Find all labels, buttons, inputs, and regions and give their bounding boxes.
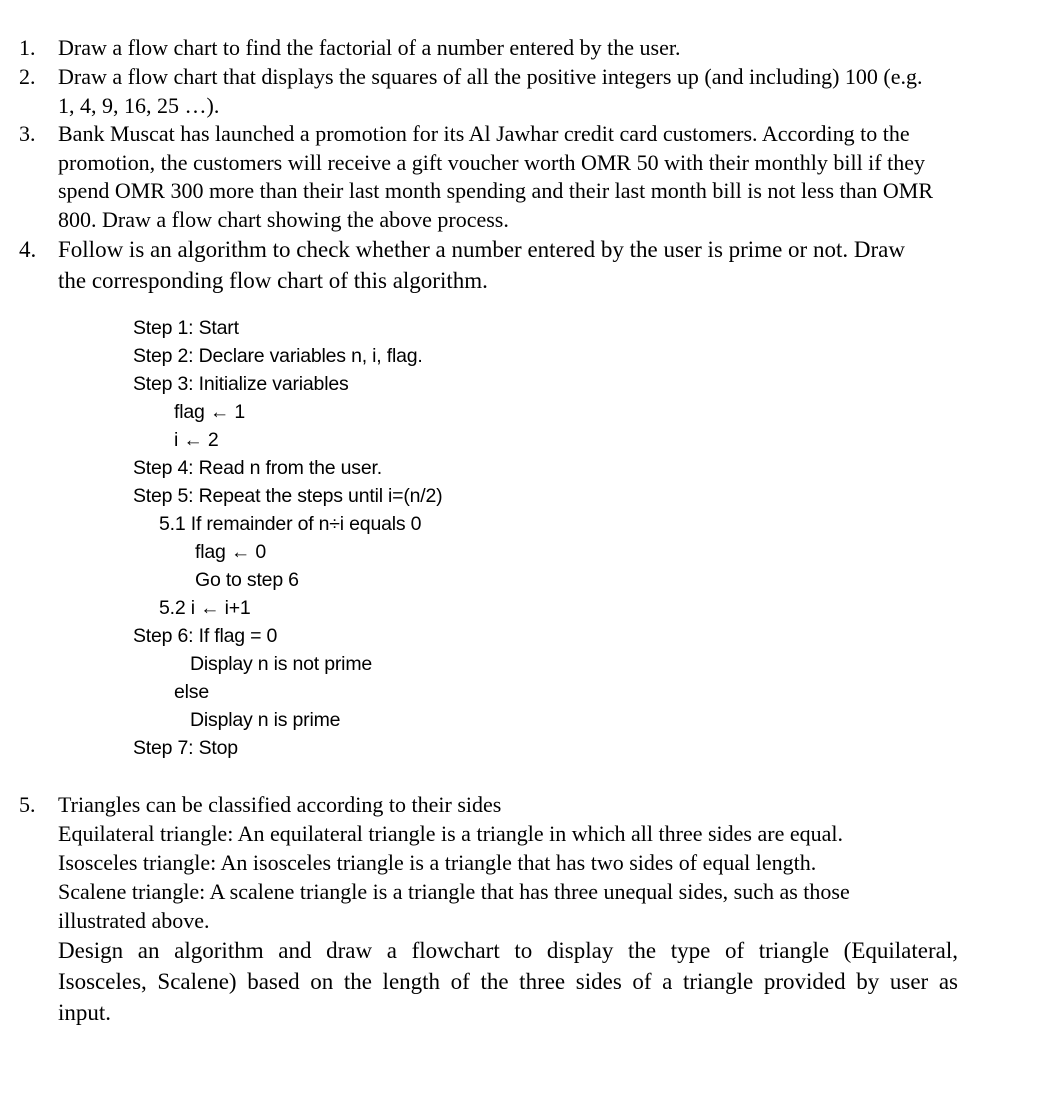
question-5-line-2: Equilateral triangle: An equilateral triangle is a triangle in which all three sides are equal. [58, 821, 843, 846]
algorithm-step: Step 7: Stop [133, 737, 238, 759]
question-5-number: 5. [19, 792, 36, 817]
algorithm-step: Step 2: Declare variables n, i, flag. [133, 345, 423, 367]
algorithm-step: i ← 2 [174, 429, 219, 451]
algorithm-step: else [174, 681, 209, 703]
algorithm-step: Step 4: Read n from the user. [133, 457, 382, 479]
question-5-line-6: Design an algorithm and draw a flowchart to display the type of triangle (Equilateral, [58, 938, 958, 963]
algorithm-step: flag ← 0 [195, 541, 267, 563]
question-1-text: Draw a flow chart to find the factorial of a number entered by the user. [58, 35, 681, 60]
algorithm-step: Step 1: Start [133, 317, 239, 339]
algorithm-step: Step 6: If flag = 0 [133, 625, 278, 647]
algorithm-step: flag ← 1 [174, 401, 246, 423]
question-3-line-2: promotion, the customers will receive a gift voucher worth OMR 50 with their monthly bill if they [58, 150, 926, 175]
question-5-line-4: Scalene triangle: A scalene triangle is a triangle that has three unequal sides, such as those [58, 879, 850, 904]
question-4-line-1: Follow is an algorithm to check whether a number entered by the user is prime or not. Draw [58, 237, 905, 262]
question-4-line-2: the corresponding flow chart of this algorithm. [58, 268, 488, 293]
question-5-line-5: illustrated above. [58, 908, 210, 933]
question-4-number: 4. [19, 237, 37, 262]
algorithm-step: Go to step 6 [195, 569, 299, 591]
question-3-line-4: 800. Draw a flow chart showing the above process. [58, 207, 509, 232]
question-3-number: 3. [19, 121, 36, 146]
question-3-line-1: Bank Muscat has launched a promotion for its Al Jawhar credit card customers. According to the [58, 121, 910, 146]
question-3-line-3: spend OMR 300 more than their last month spending and their last month bill is not less than OMR [58, 178, 934, 203]
question-5-line-7: Isosceles, Scalene) based on the length of the three sides of a triangle provided by user as [58, 969, 958, 994]
question-5-line-8: input. [58, 1000, 112, 1025]
question-5-line-1: Triangles can be classified according to their sides [58, 792, 502, 817]
question-1-number: 1. [19, 35, 36, 60]
question-2-number: 2. [19, 64, 36, 89]
algorithm-step: 5.1 If remainder of n÷i equals 0 [159, 513, 422, 535]
algorithm-step: 5.2 i ← i+1 [159, 597, 251, 619]
algorithm-step: Display n is prime [190, 709, 341, 731]
question-2-line-1: Draw a flow chart that displays the squares of all the positive integers up (and including) 100 (e.g. [58, 64, 923, 89]
algorithm-step: Step 5: Repeat the steps until i=(n/2) [133, 485, 443, 507]
algorithm-step: Display n is not prime [190, 653, 373, 675]
algorithm-step: Step 3: Initialize variables [133, 373, 349, 395]
question-2-line-2: 1, 4, 9, 16, 25 …). [58, 93, 220, 118]
question-5-line-3: Isosceles triangle: An isosceles triangle is a triangle that has two sides of equal length. [58, 850, 817, 875]
